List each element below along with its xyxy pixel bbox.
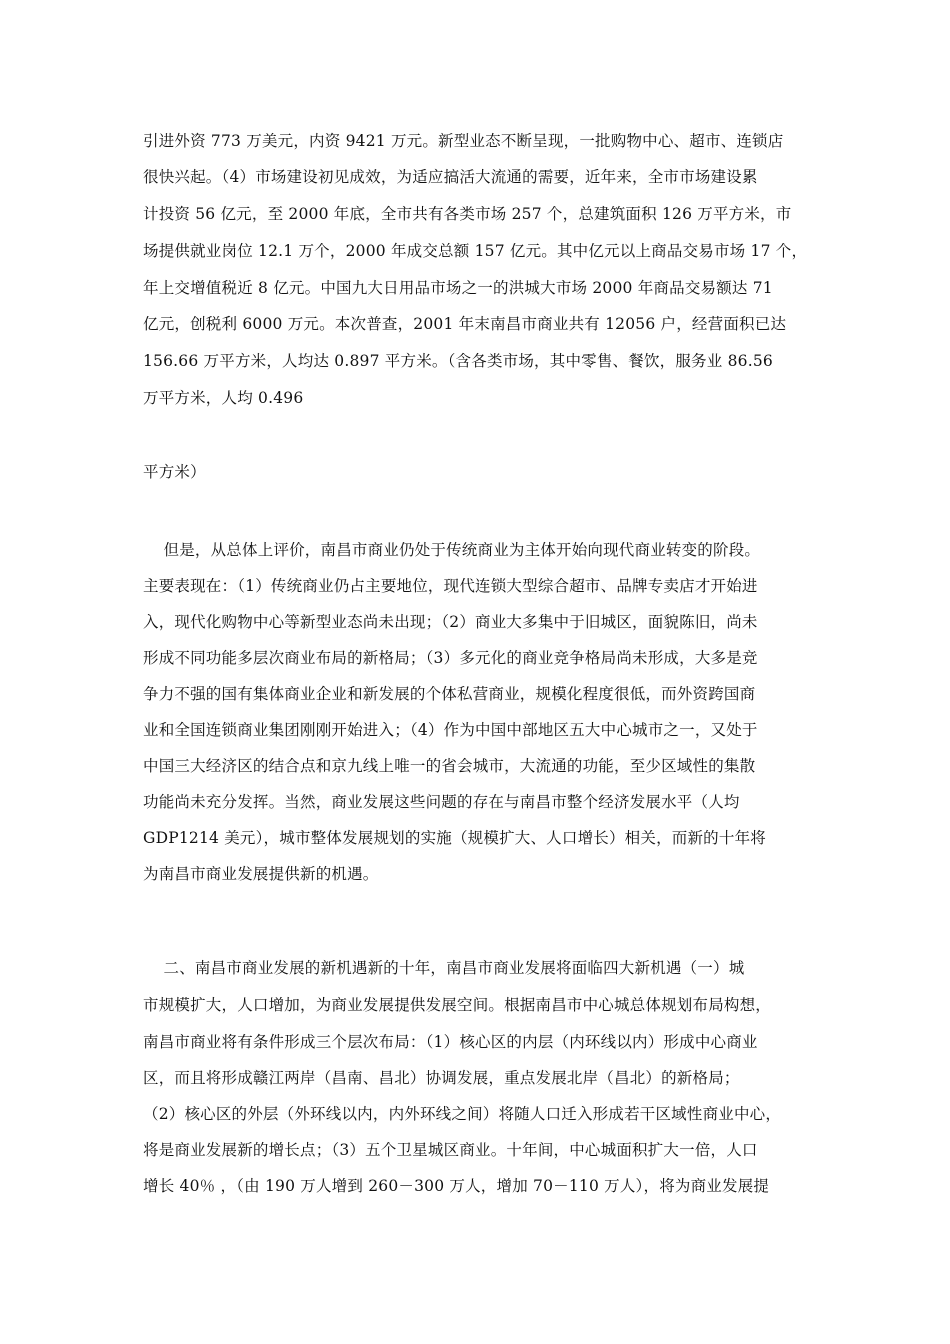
text-line: 计投资 56 亿元，至 2000 年底，全市共有各类市场 257 个，总建筑面积 126 万平方米，市 xyxy=(143,205,792,223)
text-line: 增长 40％ ，（由 190 万人增到 260－300 万人，增加 70－110 万人），将为商业发展提 xyxy=(143,1177,770,1195)
text-line: 场提供就业岗位 12.1 万个，2000 年成交总额 157 亿元。其中亿元以上商品交易市场 17 个， xyxy=(143,242,808,260)
text-line: 主要表现在：（1）传统商业仍占主要地位，现代连锁大型综合超市、品牌专卖店才开始进 xyxy=(143,577,758,595)
text-line: 南昌市商业将有条件形成三个层次布局：（1）核心区的内层（内环线以内）形成中心商业 xyxy=(143,1033,758,1051)
text-line: GDP1214 美元），城市整体发展规划的实施（规模扩大、人口增长）相关，而新的十年将 xyxy=(143,829,766,847)
text-line: 亿元，创税利 6000 万元。本次普查，2001 年末南昌市商业共有 12056 户，经营面积已达 xyxy=(143,315,787,333)
text-line: 为南昌市商业发展提供新的机遇。 xyxy=(143,865,379,883)
text-line: （2）核心区的外层（外环线以内，内外环线之间）将随人口迁入形成若干区域性商业中心， xyxy=(143,1105,782,1123)
text-line: 引进外资 773 万美元，内资 9421 万元。新型业态不断呈现，一批购物中心、超市、连锁店 xyxy=(143,132,784,150)
text-line: 年上交增值税近 8 亿元。中国九大日用品市场之一的洪城大市场 2000 年商品交易额达 71 xyxy=(143,279,773,297)
text-line: 但是，从总体上评价，南昌市商业仍处于传统商业为主体开始向现代商业转变的阶段。 xyxy=(143,541,761,559)
text-line: 将是商业发展新的增长点；（3）五个卫星城区商业。十年间，中心城面积扩大一倍，人口 xyxy=(143,1141,758,1159)
text-line: 争力不强的国有集体商业企业和新发展的个体私营商业，规模化程度很低，而外资跨国商 xyxy=(143,685,756,703)
text-line: 业和全国连锁商业集团刚刚开始进入；（4）作为中国中部地区五大中心城市之一，又处于 xyxy=(143,721,758,739)
text-line: 平方米） xyxy=(143,463,206,481)
text-line: 二、南昌市商业发展的新机遇新的十年，南昌市商业发展将面临四大新机遇（一）城 xyxy=(143,959,745,977)
text-line: 万平方米，人均 0.496 xyxy=(143,389,304,407)
text-line: 区，而且将形成赣江两岸（昌南、昌北）协调发展，重点发展北岸（昌北）的新格局； xyxy=(143,1069,740,1087)
text-line: 中国三大经济区的结合点和京九线上唯一的省会城市，大流通的功能，至少区域性的集散 xyxy=(143,757,756,775)
text-line: 入，现代化购物中心等新型业态尚未出现；（2）商业大多集中于旧城区，面貌陈旧，尚未 xyxy=(143,613,758,631)
text-line: 156.66 万平方米，人均达 0.897 平方米。（含各类市场，其中零售、餐饮，服务业 86.56 xyxy=(143,352,773,370)
text-line: 功能尚未充分发挥。当然，商业发展这些问题的存在与南昌市整个经济发展水平（人均 xyxy=(143,793,740,811)
text-line: 形成不同功能多层次商业布局的新格局；（3）多元化的商业竞争格局尚未形成，大多是竞 xyxy=(143,649,758,667)
text-line: 很快兴起。（4）市场建设初见成效，为适应搞活大流通的需要，近年来，全市市场建设累 xyxy=(143,168,758,186)
text-line: 市规模扩大，人口增加，为商业发展提供发展空间。根据南昌市中心城总体规划布局构想， xyxy=(143,996,772,1014)
